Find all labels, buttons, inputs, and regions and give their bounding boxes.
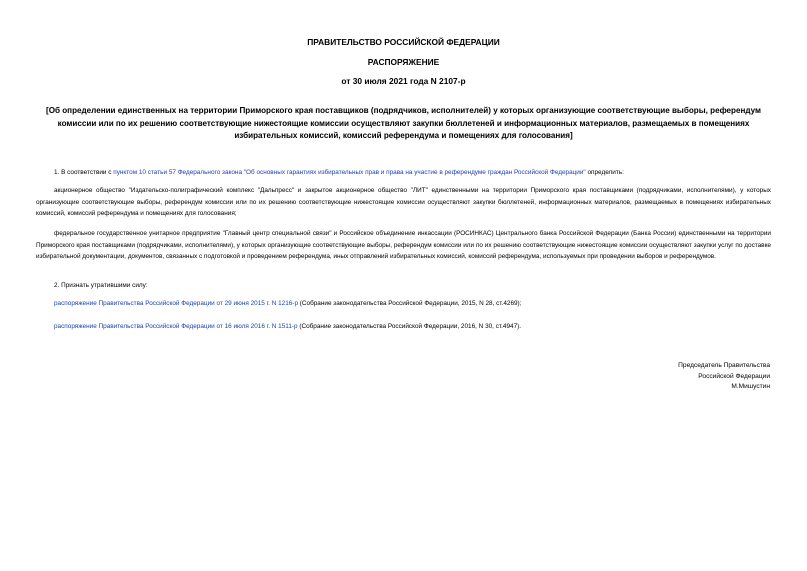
order-1511-link[interactable]: распоряжение Правительства Российской Федерации от 16 июля 2016 г. N 1511-р [54, 323, 298, 330]
paragraph-1-prefix: 1. В соответствии с [54, 169, 114, 176]
signature-name: М.Мишустин [731, 383, 770, 390]
paragraph-3: федеральное государственное унитарное предприятие "Главный центр специальной связи" и Российское объединение инкассации (РОСИНКАС) Центрального банка Российской Федерации (Банка России) единственными на территории Приморского края поставщиками (подрядчиками, исполнителями), у которых организующие соответствующие выборы, референдум комиссии или по их решению соответствующие нижестоящие комиссии осуществляют закупки услуг по доставке избирательной документации, документов, связанных с подготовкой и проведением референдума, иных отправлений избирательных комиссий, комиссий референдума, используемых при проведении выборов и референдумов. [36, 230, 771, 260]
document-title: [Об определении единственных на территории Приморского края поставщиков (подрядчиков, исполнителей) у которых организующие соответствующие выборы, референдум комиссии или по их решению соответствующие нижестоящие комиссии осуществляют закупки бюллетеней и информационных материалов, размещаемых в помещениях избирательных комиссий, комиссий референдума и помещениях для голосования] [46, 106, 761, 140]
repealed-item-2 [36, 321, 771, 333]
signature-position: Председатель Правительства [678, 362, 770, 369]
document-type-heading: РАСПОРЯЖЕНИЕ [367, 57, 440, 67]
signature-block [570, 361, 770, 393]
signature-country: Российской Федерации [698, 372, 770, 380]
date-number-heading: от 30 июля 2021 года N 2107-р [341, 76, 466, 86]
repealed-item-2-suffix: (Собрание законодательства Российской Федерации, 2016, N 30, ст.4947). [297, 323, 522, 330]
order-1216-link[interactable]: распоряжение Правительства Российской Федерации от 29 июня 2015 г. N 1216-р [54, 300, 298, 307]
federal-law-link[interactable]: пунктом 10 статьи 57 Федерального закона "Об основных гарантиях избирательных прав и права на участие в референдуме граждан Российской Федерации" [113, 169, 586, 176]
paragraph-1-suffix: определить: [585, 169, 624, 176]
repealed-item-1 [36, 298, 771, 310]
repealed-item-1-suffix: (Собрание законодательства Российской Федерации, 2015, N 28, ст.4269); [298, 300, 522, 307]
paragraph-4: 2. Признать утратившими силу: [54, 282, 148, 289]
organization-heading: ПРАВИТЕЛЬСТВО РОССИЙСКОЙ ФЕДЕРАЦИИ [307, 37, 500, 47]
paragraph-1 [36, 167, 771, 179]
paragraph-2: акционерное общество "Издательско-полиграфический комплекс "Дальпресс" и закрытое акционерное общество "ЛИТ" единственными на территории Приморского края поставщиками (подрядчиками, исполнителями), у которых организующие соответствующие выборы, референдум комиссии или по их решению соответствующие нижестоящие комиссии осуществляют закупки бюллетеней, информационных материалов, размещаемых в помещениях избирательных комиссий, комиссий референдума и помещениях для голосования; [36, 187, 771, 217]
